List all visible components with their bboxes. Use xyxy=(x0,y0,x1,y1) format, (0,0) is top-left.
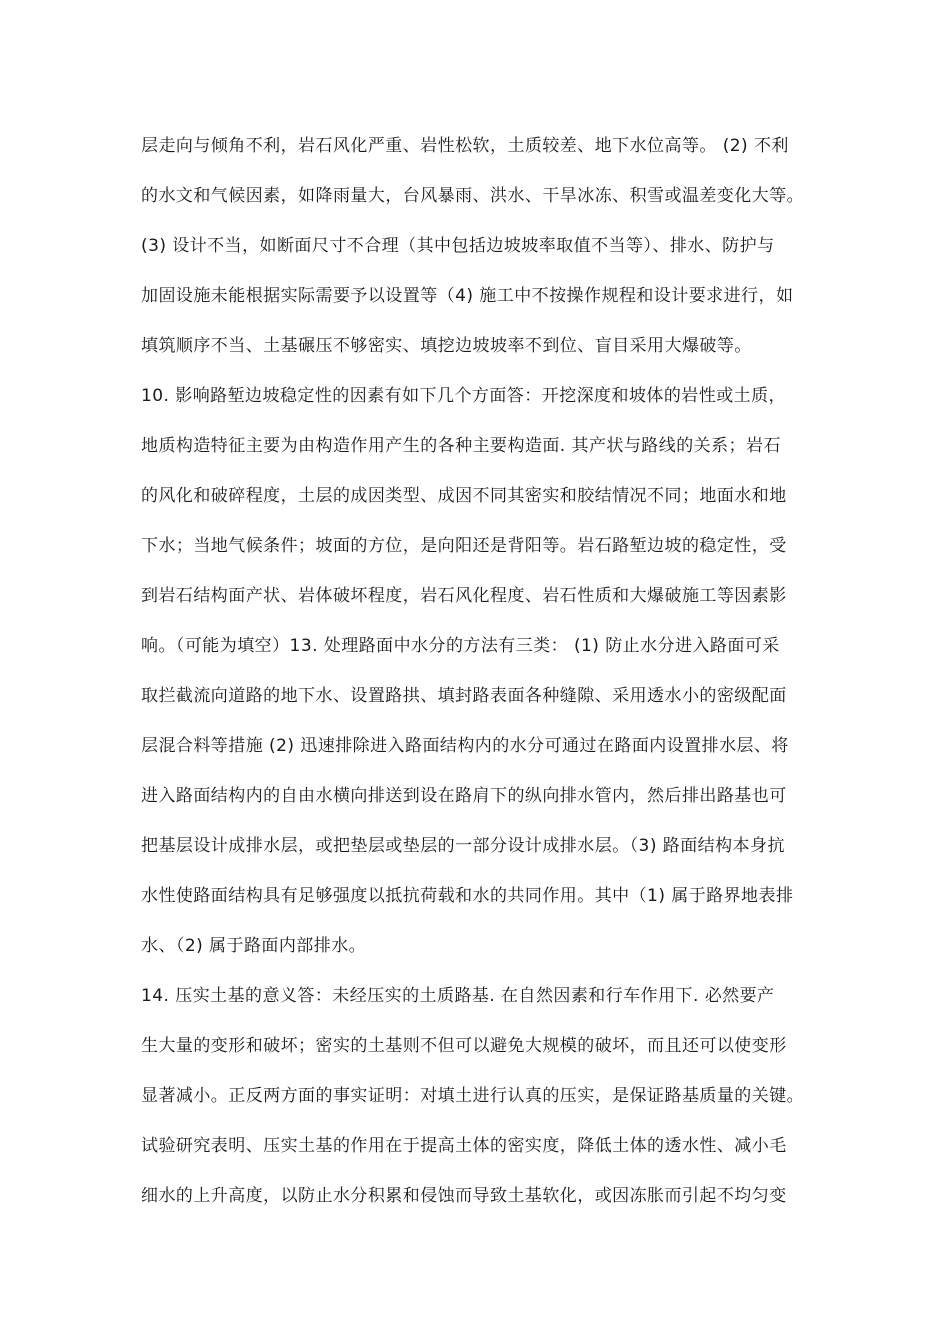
text-line: 把基层设计成排水层，或把垫层或垫层的一部分设计成排水层。（3) 路面结构本身抗 xyxy=(141,836,785,856)
text-line: 水、（2) 属于路面内部排水。 xyxy=(141,936,367,956)
text-line: 的风化和破碎程度，土层的成因类型、成因不同其密实和胶结情况不同；地面水和地 xyxy=(141,486,787,506)
text-line: 显著减小。正反两方面的事实证明：对填土进行认真的压实，是保证路基质量的关键。 xyxy=(141,1086,805,1106)
text-line: 14. 压实土基的意义答：未经压实的土质路基. 在自然因素和行车作用下. 必然要产 xyxy=(141,986,775,1006)
text-line: 层走向与倾角不利，岩石风化严重、岩性松软，土质较差、地下水位高等。 (2) 不利 xyxy=(141,136,789,156)
text-line: 加固设施未能根据实际需要予以设置等（4) 施工中不按操作规程和设计要求进行，如 xyxy=(141,286,794,306)
text-line: 10. 影响路堑边坡稳定性的因素有如下几个方面答：开挖深度和坡体的岩性或土质， xyxy=(141,386,786,406)
text-line: 取拦截流向道路的地下水、设置路拱、填封路表面各种缝隙、采用透水小的密级配面 xyxy=(141,686,787,706)
text-line: 细水的上升高度，以防止水分积累和侵蚀而导致土基软化，或因冻胀而引起不均匀变 xyxy=(141,1186,787,1206)
text-line: 到岩石结构面产状、岩体破坏程度，岩石风化程度、岩石性质和大爆破施工等因素影 xyxy=(141,586,787,606)
text-line: 水性使路面结构具有足够强度以抵抗荷载和水的共同作用。其中（1) 属于路界地表排 xyxy=(141,886,794,906)
text-line: 响。（可能为填空）13. 处理路面中水分的方法有三类： (1) 防止水分进入路面可采 xyxy=(141,636,780,656)
text-line: (3) 设计不当，如断面尺寸不合理（其中包括边坡坡率取值不当等）、排水、防护与 xyxy=(141,236,775,256)
text-line: 层混合料等措施 (2) 迅速排除进入路面结构内的水分可通过在路面内设置排水层、将 xyxy=(141,736,789,756)
text-line: 填筑顺序不当、土基碾压不够密实、填挖边坡坡率不到位、盲目采用大爆破等。 xyxy=(141,336,752,356)
text-line: 的水文和气候因素，如降雨量大，台风暴雨、洪水、干旱冰冻、积雪或温差变化大等。 xyxy=(141,186,805,206)
text-line: 试验研究表明、压实土基的作用在于提高土体的密实度，降低土体的透水性、减小毛 xyxy=(141,1136,787,1156)
text-line: 生大量的变形和破坏；密实的土基则不但可以避免大规模的破坏，而且还可以使变形 xyxy=(141,1036,787,1056)
text-line: 地质构造特征主要为由构造作用产生的各种主要构造面. 其产状与路线的关系；岩石 xyxy=(141,436,781,456)
text-line: 下水；当地气候条件；坡面的方位，是向阳还是背阳等。岩石路堑边坡的稳定性，受 xyxy=(141,536,787,556)
text-line: 进入路面结构内的自由水横向排送到设在路肩下的纵向排水管内，然后排出路基也可 xyxy=(141,786,787,806)
